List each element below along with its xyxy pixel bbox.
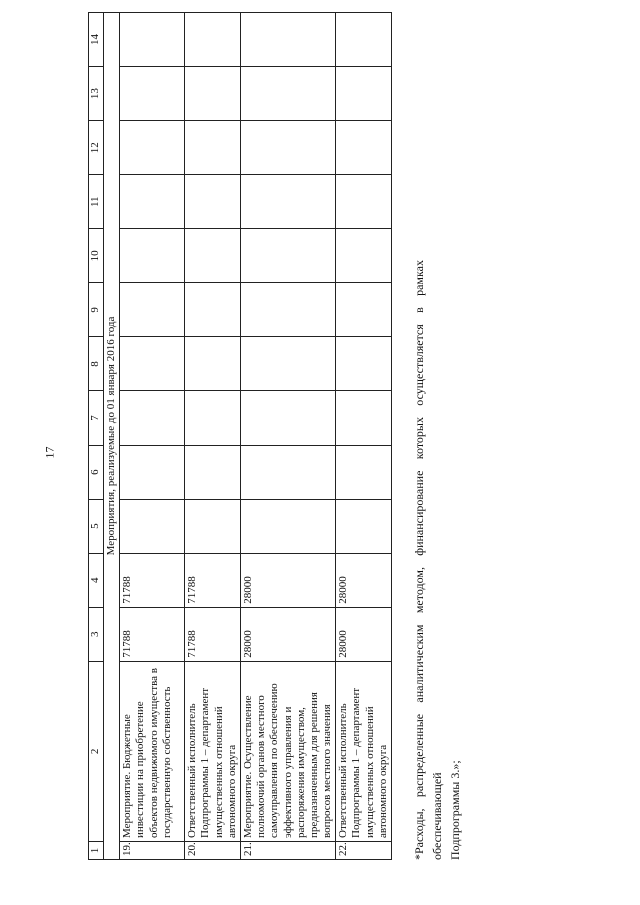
empty-cell [120, 229, 185, 283]
empty-cell [240, 499, 335, 553]
empty-cell [336, 283, 392, 337]
empty-cell [185, 175, 241, 229]
empty-cell [240, 175, 335, 229]
empty-cell [120, 121, 185, 175]
empty-cell [185, 337, 241, 391]
empty-cell [185, 283, 241, 337]
empty-cell [336, 445, 392, 499]
empty-cell [185, 391, 241, 445]
empty-cell [240, 283, 335, 337]
column-header: 6 [89, 445, 104, 499]
empty-cell [120, 13, 185, 67]
row-name: Мероприятие. Бюджетные инвестиции на приобретение объектов недвижимого имущества в государственную собственность [120, 661, 185, 841]
page-number: 17 [42, 446, 57, 459]
cell-col4: 28000 [336, 553, 392, 607]
column-header: 13 [89, 67, 104, 121]
empty-cell [120, 391, 185, 445]
footnote [410, 260, 464, 860]
empty-cell [120, 337, 185, 391]
column-header: 2 [89, 661, 104, 841]
empty-cell [336, 175, 392, 229]
column-header: 4 [89, 553, 104, 607]
table-row [240, 13, 335, 860]
column-header: 7 [89, 391, 104, 445]
empty-cell [120, 445, 185, 499]
empty-cell [240, 445, 335, 499]
empty-cell [185, 499, 241, 553]
empty-cell [185, 445, 241, 499]
empty-cell [240, 13, 335, 67]
footnote-line-2: Подпрограммы 3.»; [448, 760, 462, 860]
column-header: 10 [89, 229, 104, 283]
empty-cell [120, 67, 185, 121]
empty-cell [120, 283, 185, 337]
cell-col3: 71788 [185, 607, 241, 661]
column-header: 9 [89, 283, 104, 337]
empty-cell [185, 67, 241, 121]
rotated-content [88, 12, 464, 860]
cell-col3: 71788 [120, 607, 185, 661]
table-row [336, 13, 392, 860]
empty-cell [185, 121, 241, 175]
table-row [185, 13, 241, 860]
empty-cell [240, 229, 335, 283]
empty-cell [336, 67, 392, 121]
section-title: Мероприятия, реализуемые до 01 января 2016 года [104, 13, 120, 860]
empty-cell [240, 67, 335, 121]
row-number: 21. [240, 841, 335, 859]
cell-col4: 71788 [185, 553, 241, 607]
empty-cell [240, 337, 335, 391]
empty-cell [336, 499, 392, 553]
column-header: 8 [89, 337, 104, 391]
table-header [89, 13, 104, 860]
column-header: 3 [89, 607, 104, 661]
row-name: Ответственный исполнитель Подпрограммы 1 – департамент имущественных отношений автономного округа [336, 661, 392, 841]
empty-cell [336, 391, 392, 445]
cell-col3: 28000 [336, 607, 392, 661]
empty-cell [336, 121, 392, 175]
empty-cell [120, 175, 185, 229]
empty-cell [185, 13, 241, 67]
row-number: 20. [185, 841, 241, 859]
table-row [120, 13, 185, 860]
section-row [104, 13, 120, 860]
empty-cell [120, 499, 185, 553]
column-header: 14 [89, 13, 104, 67]
cell-col4: 28000 [240, 553, 335, 607]
row-name: Ответственный исполнитель Подпрограммы 1 – департамент имущественных отношений автономного округа [185, 661, 241, 841]
data-table [88, 12, 392, 860]
row-number: 19. [120, 841, 185, 859]
empty-cell [240, 391, 335, 445]
column-header: 5 [89, 499, 104, 553]
row-number: 22. [336, 841, 392, 859]
empty-cell [336, 229, 392, 283]
cell-col3: 28000 [240, 607, 335, 661]
row-name: Мероприятие. Осуществление полномочий органов местного самоуправления по обеспечению эффективного управления и распоряжения имуществом, предназначенным для решения вопросов местного значения [240, 661, 335, 841]
empty-cell [240, 121, 335, 175]
cell-col4: 71788 [120, 553, 185, 607]
column-header: 11 [89, 175, 104, 229]
empty-cell [336, 337, 392, 391]
column-header: 1 [89, 841, 104, 859]
empty-cell [185, 229, 241, 283]
empty-cell [336, 13, 392, 67]
footnote-line-1: *Расходы, распределенные аналитическим методом, финансирование которых осуществляется в рамках обеспечивающей [412, 260, 444, 860]
column-header: 12 [89, 121, 104, 175]
